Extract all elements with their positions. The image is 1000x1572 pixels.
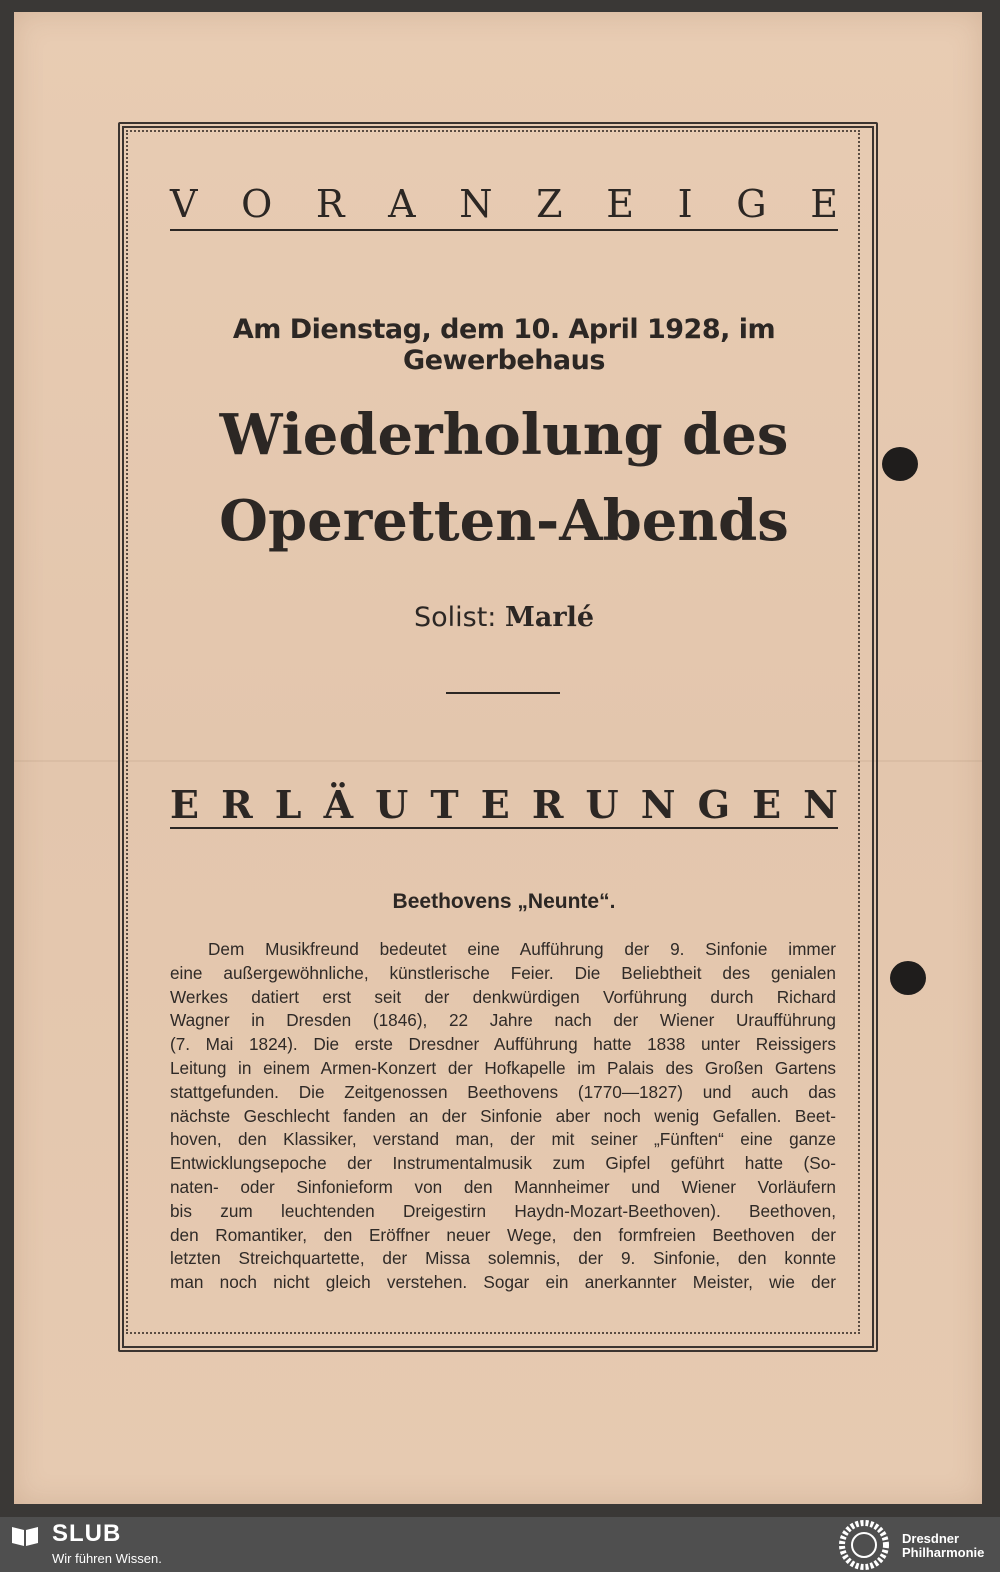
body-line: Dem Musikfreund bedeutet eine Aufführung der 9. Sinfonie immer [208, 939, 836, 959]
body-line: stattgefunden. Die Zeitgenossen Beethovens (1770—1827) und auch das [170, 1081, 836, 1102]
section-heading: E R L Ä U T E R U N G E N [170, 782, 838, 827]
body-line: Wagner in Dresden (1846), 22 Jahre nach der Wiener Uraufführung [170, 1010, 836, 1031]
punch-hole-bottom [890, 961, 926, 995]
divider-rule [446, 692, 560, 694]
body-line: naten- oder Sinfonieform von den Mannheimer und Wiener Vorläufern [170, 1176, 836, 1197]
subheading: Beethovens „Neunte“. [392, 890, 616, 913]
body-line: man noch nicht gleich verstehen. Sogar ein anerkannter Meister, wie der [170, 1272, 836, 1293]
philharmonie-logo-icon[interactable] [838, 1519, 890, 1571]
body-line: Entwicklungsepoche der Instrumentalmusik zum Gipfel geführt hatte (So- [170, 1153, 836, 1174]
heading-rule [170, 229, 838, 231]
event-title [170, 392, 838, 564]
body-line: Werkes datiert erst seit der denkwürdigen Vorführung durch Richard [170, 986, 836, 1007]
body-line: bis zum leuchtenden Dreigestirn Haydn-Mozart-Beethoven). Beethoven, [170, 1200, 836, 1221]
section-rule [170, 827, 838, 829]
viewer-footer [0, 1517, 1000, 1572]
body-line: den Romantiker, den Eröffner neuer Wege, den formfreien Beethoven der [170, 1224, 836, 1245]
punch-hole-top [882, 447, 918, 481]
body-line: letzten Streichquartette, der Missa solemnis, der 9. Sinfonie, den konnte [170, 1248, 836, 1269]
library-logo[interactable]: SLUB [52, 1520, 122, 1547]
soloist-line [170, 602, 838, 633]
preannouncement-heading: V O R A N Z E I G E [170, 182, 838, 226]
body-paragraph [170, 938, 836, 1295]
book-icon [10, 1524, 40, 1548]
body-line: Leitung in einem Armen-Konzert der Hofkapelle im Palais des Großen Gartens [170, 1057, 836, 1078]
body-line: hoven, den Klassiker, verstand man, der mit seiner „Fünften“ eine ganze [170, 1129, 836, 1150]
title-line: Operetten-Abends [219, 488, 789, 554]
soloist-label: Solist: [413, 602, 497, 633]
body-line: (7. Mai 1824). Die erste Dresdner Aufführung hatte 1838 unter Reissigers [170, 1034, 836, 1055]
title-line: Wiederholung des [219, 402, 789, 468]
event-date-line: Am Dienstag, dem 10. April 1928, im Gewerbehaus [232, 314, 776, 376]
partner-name: Dresdner Philharmonie [902, 1531, 985, 1560]
body-line: nächste Geschlecht fanden an der Sinfonie aber noch wenig Gefallen. Beet- [170, 1105, 836, 1126]
library-claim: Wir führen Wissen. [52, 1551, 162, 1566]
body-line: eine außergewöhnliche, künstlerische Feier. Die Beliebtheit des genialen [170, 962, 836, 983]
soloist-name: Marlé [504, 602, 595, 633]
